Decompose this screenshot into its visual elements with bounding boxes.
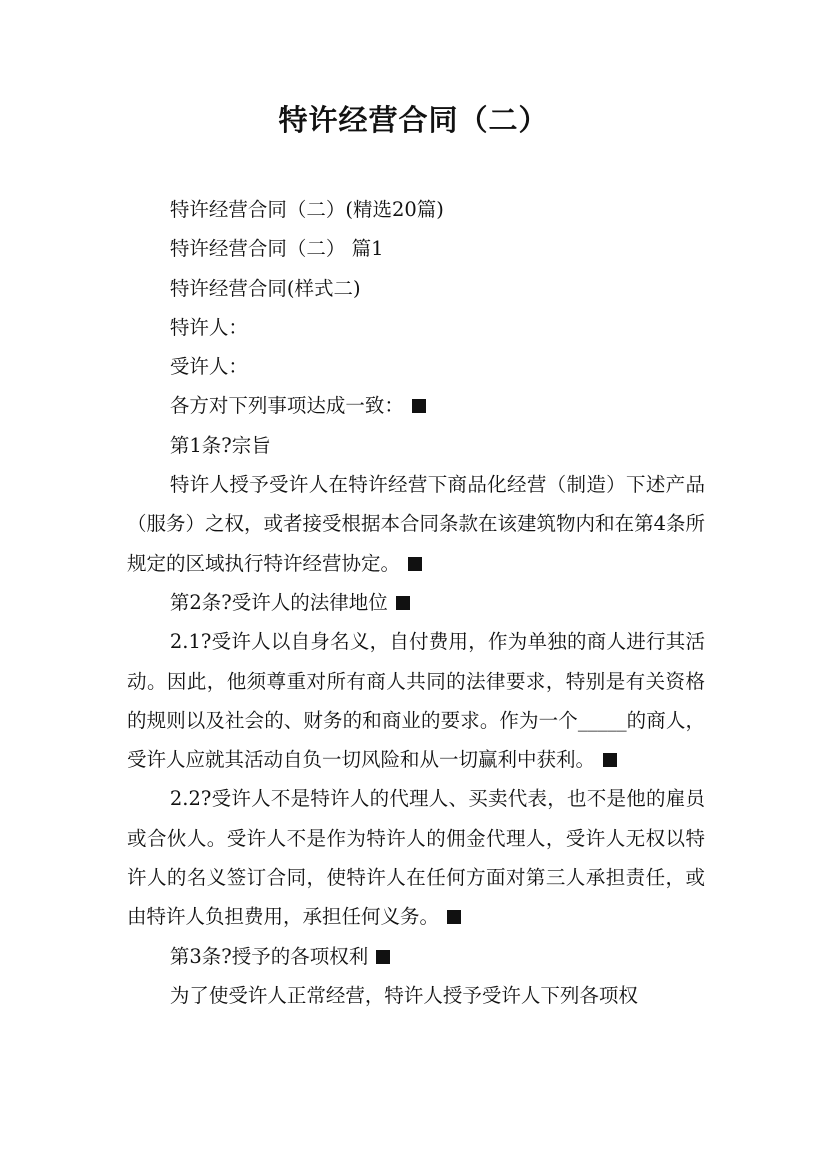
paragraph: 特许经营合同(样式二) — [169, 276, 361, 300]
paragraph: 特许经营合同（二）(精选20篇) — [169, 198, 444, 221]
document-title: 特许经营合同（二） — [278, 103, 549, 137]
paragraph: 特许经营合同（二） 篇1 — [169, 237, 384, 261]
paragraph: 2.1?受许人以自身名义，自付费用，作为单独的商人进行其活动。因此，他须尊重对所有商人共同的法律要求，特别是有关资格的规则以及社会的、财务的和商业的要求。作为一个_____的商人，受许人应就其活动自负一切风险和从一切赢利中获利。 — [127, 630, 705, 772]
square-mark-icon — [376, 950, 390, 964]
paragraph: 特许人授予受许人在特许经营下商品化经营（制造）下述产品（服务）之权，或者接受根据本合同条款在该建筑物内和在第4条所规定的区域执行特许经营协定。 — [127, 473, 705, 575]
square-mark-icon — [412, 399, 426, 413]
square-mark-icon — [408, 557, 422, 571]
square-mark-icon — [447, 910, 461, 924]
document-body — [127, 190, 705, 1015]
square-mark-icon — [603, 753, 617, 767]
paragraph: 2.2?受许人不是特许人的代理人、买卖代表，也不是他的雇员或合伙人。受许人不是作为特许人的佣金代理人，受许人无权以特许人的名义签订合同，使特许人在任何方面对第三人承担责任，或由特许人负担费用，承担任何义务。 — [127, 787, 705, 929]
paragraph: 受许人： — [169, 355, 248, 379]
square-mark-icon — [396, 596, 410, 610]
paragraph: 第1条?宗旨 — [169, 433, 271, 457]
paragraph: 第3条?授予的各项权利 — [127, 937, 705, 976]
paragraph: 特许人： — [169, 315, 248, 339]
paragraph: 各方对下列事项达成一致： — [127, 386, 705, 425]
paragraph: 第2条?受许人的法律地位 — [127, 583, 705, 622]
paragraph: 为了使受许人正常经营，特许人授予受许人下列各项权 — [169, 983, 638, 1007]
